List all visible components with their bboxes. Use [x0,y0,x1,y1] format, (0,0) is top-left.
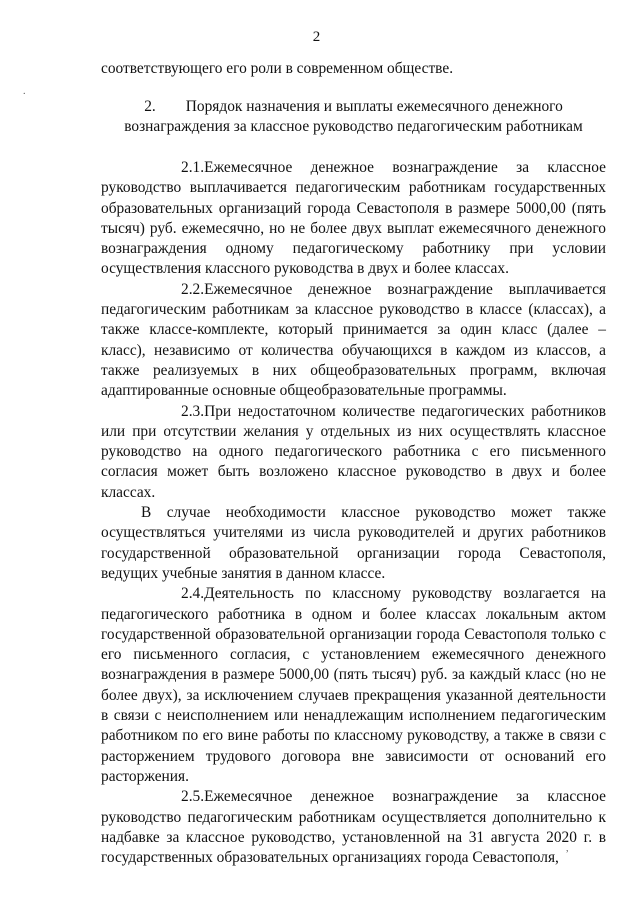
paragraph-number: 2.5. [181,788,205,806]
scan-artifact-dot: , [566,843,569,854]
section-number: 2. [144,98,156,115]
paragraph-2-2 [101,280,606,402]
section-body [101,158,606,868]
paragraph-2-3 [101,402,606,503]
scan-artifact-dot: . [23,86,26,97]
paragraph-number: 2.4. [181,585,205,603]
paragraph-number: 2.2. [181,280,205,298]
paragraph-text: Деятельность по классному руководству возлагается на педагогического работника в одном и более классах локальным актом государственной образовательной организации города Севастополя только с его письменного согласия, с установлением ежемесячного денежного вознаграждения в размере 5000,00 (пять тысяч) руб. за каждый класс (но не более двух), за исключением случаев прекращения указанной деятельности в связи с неисполнением или ненадлежащим исполнением педагогическим работником по его вине работы по классному руководству, а также в связи с расторжением трудового договора вне зависимости от оснований его расторжения. [101,585,606,785]
section-title: Порядок назначения и выплаты ежемесячного денежного вознаграждения за классное руководство педагогическим работникам [124,98,583,136]
paragraph-text: В случае необходимости классное руководство может также осуществляться учителями из числа руководителей и других работников государственной образовательной организации города Севастополя, ведущих учебные занятия в данном классе. [101,504,606,582]
section-heading [101,97,606,138]
paragraph-text: Ежемесячное денежное вознаграждение за классное руководство педагогическим работникам осуществляется дополнительно к надбавке за классное руководство, установленной на 31 августа 2020 г. в государственных образовательных организациях города Севастополя, [101,788,606,867]
paragraph-2-5 [101,787,606,868]
paragraph-2-3-cont [101,503,606,584]
continuation-text: соответствующего его роли в современном обществе. [101,60,454,77]
paragraph-text: При недостаточном количестве педагогических работников или при отсутствии желания у отдельных из них осуществлять классное руководство на одного педагогического работника с его письменного согласия может быть возложено классное руководство в двух и более классах. [101,402,606,501]
paragraph-text: Ежемесячное денежное вознаграждение выплачивается педагогическим работникам за классное руководство в классе (классах), а также классе-комплекте, который принимается за один класс (далее – класс), независимо от количества обучающихся в каждом из классов, а также реализуемых в них общеобразовательных программ, включая адаптированные основные общеобразовательные программы. [101,280,606,400]
paragraph-2-4 [101,584,606,787]
page-number: 2 [312,29,321,45]
paragraph-text: Ежемесячное денежное вознаграждение за классное руководство выплачивается педагогическим работникам государственных образовательных организаций города Севастополя в размере 5000,00 (пять тысяч) руб. ежемесячно, но не более двух выплат ежемесячного денежного вознаграждения одному педагогическому работнику при условии осуществления классного руководства в двух и более классах. [101,159,606,278]
paragraph-number: 2.3. [181,402,205,420]
paragraph-2-1 [101,158,606,280]
paragraph-number: 2.1. [181,159,205,176]
